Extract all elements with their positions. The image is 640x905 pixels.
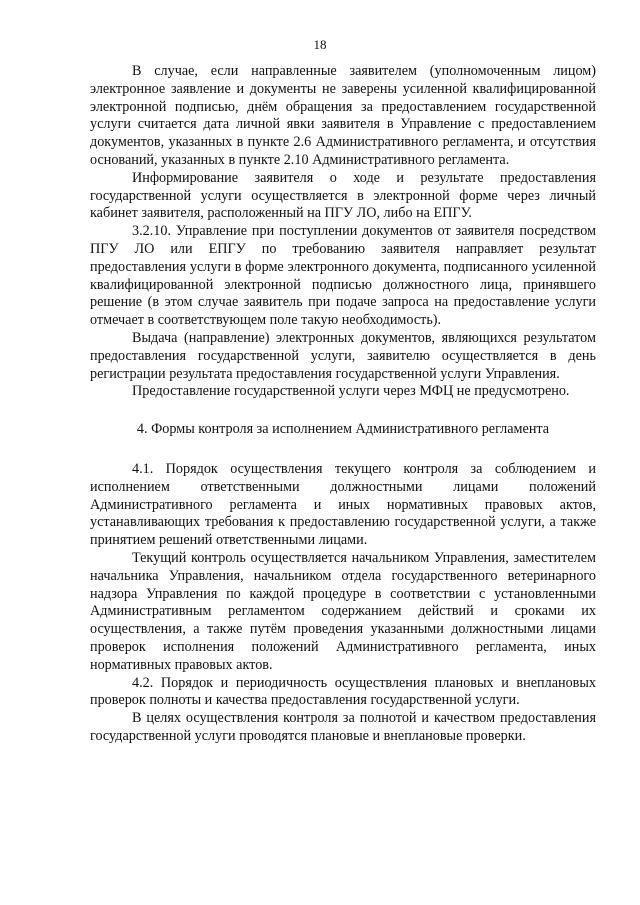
paragraph-issuance-documents: Выдача (направление) электронных документов, являющихся результатом предоставления государственной услуги, заявителю осуществляется в день регистрации результата предоставления государственной услуги Управления. [90,329,596,382]
page-number: 18 [313,37,327,52]
paragraph-current-control: Текущий контроль осуществляется начальником Управления, заместителем начальника Управления, начальником отдела государственного ветеринарного надзора Управления по каждой процедуре в соответствии с установленными Административным регламентом содержанием действий и сроками их осуществления, а также путём проведения указанными должностными лицами проверок исполнения положений Административного регламента, иных нормативных правовых актов. [90,549,596,673]
section-heading: 4. Формы контроля за исполнением Административного регламента [136,421,550,438]
paragraph-4-2: 4.2. Порядок и периодичность осуществления плановых и внеплановых проверок полноты и качества предоставления государственной услуги. [90,674,596,709]
paragraph-informing-applicant: Информирование заявителя о ходе и результате предоставления государственной услуги осуществляется в электронной форме через личный кабинет заявителя, расположенный на ПГУ ЛО, либо на ЕПГУ. [90,169,596,222]
paragraph-inspections: В целях осуществления контроля за полнотой и качеством предоставления государственной услуги проводятся плановые и внеплановые проверки. [90,710,596,744]
paragraph-4-1: 4.1. Порядок осуществления текущего контроля за соблюдением и исполнением ответственными должностными лицами положений Административного регламента и иных нормативных правовых актов, устанавливающих требования к предоставлению государственной услуги, а также принятием решений ответственными лицами. [90,460,596,549]
paragraph-3-2-10: 3.2.10. Управление при поступлении документов от заявителя посредством ПГУ ЛО или ЕПГУ по требованию заявителя направляет результат предоставления услуги в форме электронного документа, подписанного усиленной квалифицированной электронной подписью должностного лица, принявшего решение (в этом случае заявитель при подаче запроса на предоставление услуги отмечает в соответствующем поле такую необходимость). [90,223,596,329]
paragraph-mfc: Предоставление государственной услуги через МФЦ не предусмотрено. [132,383,570,400]
paragraph-electronic-application: В случае, если направленные заявителем (уполномоченным лицом) электронное заявление и документы не заверены усиленной квалифицированной электронной подписью, днём обращения за предоставлением государственной услуги считается дата личной явки заявителя в Управление с предоставлением документов, указанных в пункте 2.6 Административного регламента, и отсутствия оснований, указанных в пункте 2.10 Административного регламента. [90,63,596,168]
document-body [90,63,596,746]
